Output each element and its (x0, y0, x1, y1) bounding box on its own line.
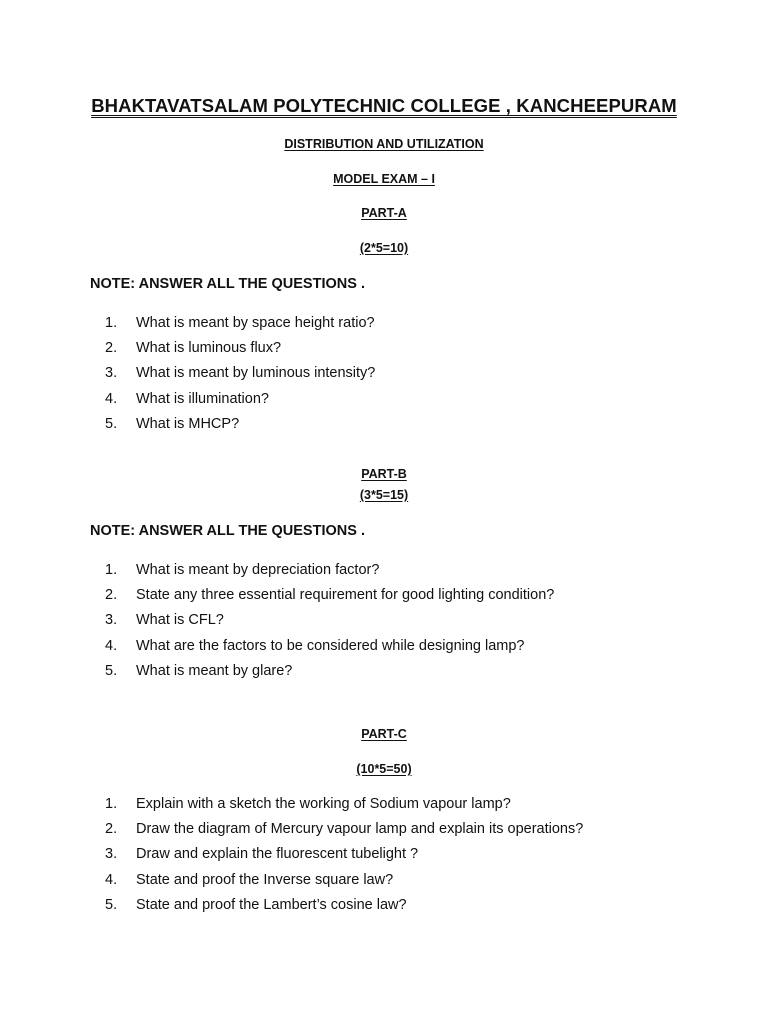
question-text: State any three essential requirement for good lighting condition? (136, 587, 555, 604)
part-b-marks: (3*5=15) (359, 488, 409, 502)
question-number: 2. (105, 821, 118, 838)
college-title: BHAKTAVATSALAM POLYTECHNIC COLLEGE , KANCHEEPURAM (91, 95, 677, 116)
exam-title: MODEL EXAM – I (333, 172, 435, 186)
question-number: 5. (105, 415, 118, 432)
list-item (105, 817, 583, 842)
question-number: 1. (105, 796, 118, 812)
list-item (105, 893, 583, 918)
question-text: Explain with a sketch the working of Sodium vapour lamp? (136, 796, 511, 812)
list-item (105, 311, 375, 336)
list-item (105, 583, 554, 608)
question-number: 3. (105, 365, 118, 382)
question-number: 5. (105, 896, 118, 913)
question-text: State and proof the Lambert’s cosine law? (136, 896, 407, 913)
question-number: 1. (105, 315, 118, 331)
question-number: 2. (105, 340, 118, 357)
question-number: 4. (105, 637, 118, 654)
part-b-title: PART-B (361, 467, 407, 481)
question-number: 3. (105, 846, 118, 863)
question-number: 4. (105, 390, 118, 407)
list-item (105, 868, 583, 893)
question-number: 2. (105, 587, 118, 604)
question-number: 4. (105, 871, 118, 888)
list-item (105, 792, 583, 817)
question-number: 5. (105, 662, 118, 679)
list-item (105, 387, 375, 412)
question-number: 3. (105, 612, 118, 629)
list-item (105, 336, 375, 361)
list-item (105, 634, 554, 659)
part-c-marks: (10*5=50) (356, 762, 412, 776)
part-a-question-list (105, 311, 375, 437)
question-text: What is MHCP? (136, 415, 240, 432)
part-b-note: NOTE: ANSWER ALL THE QUESTIONS . (90, 523, 365, 539)
question-text: Draw the diagram of Mercury vapour lamp and explain its operations? (136, 821, 584, 838)
question-text: What is meant by glare? (136, 662, 293, 679)
question-text: What is meant by depreciation factor? (136, 562, 380, 578)
part-a-note: NOTE: ANSWER ALL THE QUESTIONS . (90, 276, 365, 292)
question-text: What is illumination? (136, 390, 269, 407)
part-c-question-list (105, 792, 583, 918)
question-text: State and proof the Inverse square law? (136, 871, 394, 888)
part-a-title: PART-A (361, 206, 407, 220)
list-item (105, 659, 554, 684)
question-text: Draw and explain the fluorescent tubelight ? (136, 846, 419, 863)
question-text: What is luminous flux? (136, 340, 282, 357)
list-item (105, 842, 583, 867)
question-text: What is meant by space height ratio? (136, 315, 375, 331)
question-text: What are the factors to be considered while designing lamp? (136, 637, 525, 654)
question-text: What is CFL? (136, 612, 224, 629)
part-c-title: PART-C (361, 727, 407, 741)
question-text: What is meant by luminous intensity? (136, 365, 376, 382)
part-b-question-list (105, 558, 554, 684)
list-item (105, 608, 554, 633)
list-item (105, 558, 554, 583)
part-a-marks: (2*5=10) (359, 241, 409, 255)
list-item (105, 412, 375, 437)
question-number: 1. (105, 562, 118, 578)
list-item (105, 361, 375, 386)
subject-title: DISTRIBUTION AND UTILIZATION (284, 137, 484, 151)
